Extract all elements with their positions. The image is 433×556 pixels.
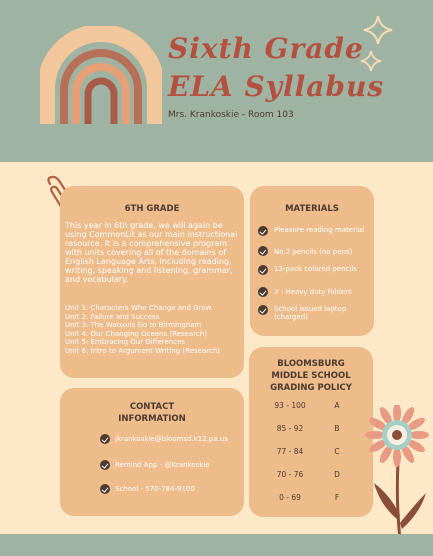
overview-intro: This year in 6th grade, we will again be using CommonLit as our main instructional resource. It is a comprehensive program with units covering all of the domains of English Language Arts, including reading, writing, speaking and listening, grammar, and vocabulary. (65, 221, 238, 284)
contact-card (60, 388, 244, 516)
grade-range: 0 - 69 (279, 493, 301, 502)
material-item: Pleasure reading material (274, 226, 365, 234)
sparkle-icon (360, 50, 382, 72)
grading-heading-3: GRADING POLICY (270, 383, 352, 393)
contact-heading-2: INFORMATION (118, 414, 186, 424)
grade-letter: B (334, 424, 340, 433)
unit-item: Unit 5: Embracing Our Differences (65, 338, 186, 346)
check-icon (258, 265, 268, 275)
check-icon (258, 305, 268, 315)
contact-heading-1: CONTACT (129, 402, 175, 412)
grading-heading-2: MIDDLE SCHOOL (271, 371, 351, 381)
grade-letter: D (334, 470, 340, 479)
check-icon (100, 460, 110, 470)
check-icon (100, 434, 110, 444)
unit-item: Unit 4: Our Changing Oceans (Research) (65, 329, 207, 338)
material-item: School issued laptop (charged) (274, 305, 347, 321)
overview-card (60, 186, 244, 378)
material-item: 12-pack colored pencils (274, 265, 357, 273)
unit-item: Unit 3: The Watsons Go to Birmingham (65, 321, 202, 329)
flower-icon (360, 405, 433, 540)
unit-item: Unit 1: Characters Who Change and Grow (65, 304, 212, 312)
grade-range: 70 - 76 (276, 470, 304, 479)
contact-email: jkrankoskie@bloomsd.k12.pa.us (115, 435, 228, 443)
grade-range: 85 - 92 (276, 424, 304, 433)
grading-heading-1: BLOOMSBURG (277, 359, 345, 369)
check-icon (100, 484, 110, 494)
material-item: 2 - Heavy duty folders (274, 288, 352, 296)
rainbow-icon (40, 26, 162, 126)
grade-letter: A (334, 401, 340, 410)
unit-item: Unit 2: Failure and Success (65, 312, 160, 321)
grade-range: 77 - 84 (276, 447, 304, 456)
grade-letter: C (334, 447, 340, 456)
overview-heading: 6TH GRADE (124, 204, 180, 214)
contact-remind: Remind App - @Krankoskie (115, 461, 210, 469)
title-line-1: Sixth Grade (168, 32, 364, 65)
check-icon (258, 226, 268, 236)
grade-range: 93 - 100 (274, 401, 306, 410)
teacher-room: Mrs. Krankoskie - Room 103 (168, 110, 294, 120)
title-line-2: ELA Syllabus (168, 70, 385, 103)
grade-letter: F (334, 493, 340, 502)
unit-list (65, 304, 245, 355)
unit-item: Unit 6: Intro to Argument Writing (Research) (65, 346, 220, 355)
check-icon (258, 287, 268, 297)
check-icon (258, 246, 268, 256)
materials-heading: MATERIALS (285, 204, 339, 214)
footer-band (0, 534, 433, 556)
sparkle-icon (362, 14, 394, 46)
material-item: No.2 pencils (no pens) (274, 248, 353, 256)
contact-phone: School - 570-784-9100 (115, 485, 195, 493)
